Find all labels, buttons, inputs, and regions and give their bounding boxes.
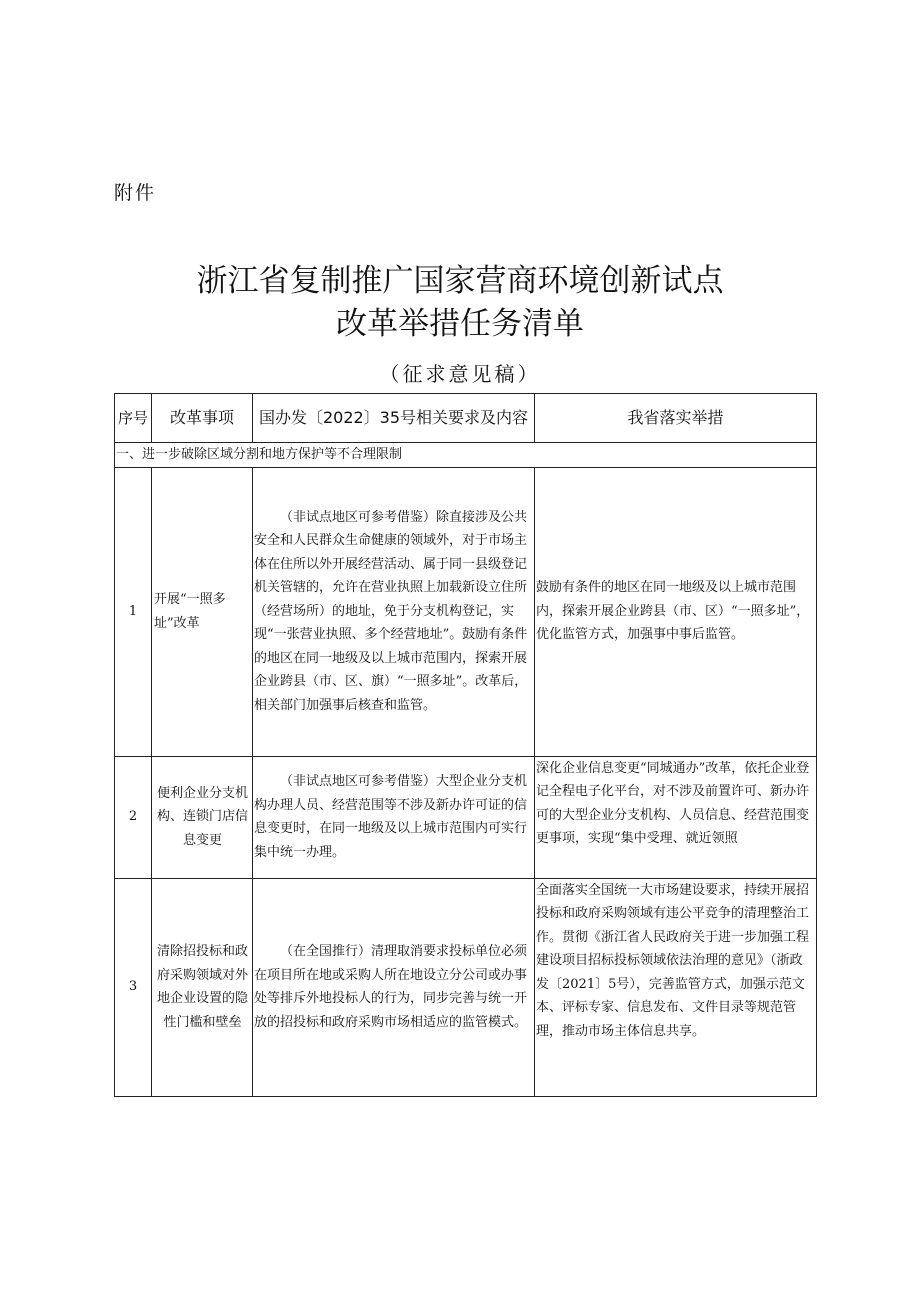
row-number: 3 <box>115 878 152 1096</box>
table-header-row <box>115 394 817 443</box>
document-title-line-1: 浙江省复制推广国家营商环境创新试点 <box>196 263 724 299</box>
header-item: 改革事项 <box>152 394 253 443</box>
row-item: 清除招投标和政府采购领域对外地企业设置的隐性门槛和壁垒 <box>152 878 253 1096</box>
document-subtitle: （征求意见稿） <box>379 362 541 386</box>
task-list-table <box>114 393 817 1097</box>
row-number: 1 <box>115 467 152 756</box>
table-row <box>115 467 817 756</box>
table-row <box>115 878 817 1096</box>
document-title-line-2: 改革举措任务清单 <box>336 306 584 342</box>
table-row <box>115 756 817 878</box>
row-requirement: （在全国推行）清理取消要求投标单位必须在项目所在地或采购人所在地设立分公司或办事处等排斥外地投标人的行为，同步完善与统一开放的招投标和政府采购市场相适应的监管模式。 <box>253 878 535 1096</box>
row-measure: 鼓励有条件的地区在同一地级及以上城市范围内，探索开展企业跨县（市、区）“一照多址”，优化监管方式，加强事中事后监管。 <box>535 467 817 756</box>
row-measure: 全面落实全国统一大市场建设要求，持续开展招投标和政府采购领域有违公平竞争的清理整治工作。贯彻《浙江省人民政府关于进一步加强工程建设项目招标投标领域依法治理的意见》（浙政发〔2021〕5号），完善监管方式，加强示范文本、评标专家、信息发布、文件目录等规范管理，推动市场主体信息共享。 <box>535 878 817 1096</box>
row-requirement: （非试点地区可参考借鉴）大型企业分支机构办理人员、经营范围等不涉及新办许可证的信息变更时，在同一地级及以上城市范围内可实行集中统一办理。 <box>253 756 535 878</box>
row-item: 便利企业分支机构、连锁门店信息变更 <box>152 756 253 878</box>
row-requirement: （非试点地区可参考借鉴）除直接涉及公共安全和人民群众生命健康的领域外，对于市场主体在住所以外开展经营活动、属于同一县级登记机关管辖的，允许在营业执照上加载新设立住所（经营场所）的地址，免于分支机构登记，实现“一张营业执照、多个经营地址”。鼓励有条件的地区在同一地级及以上城市范围内，探索开展企业跨县（市、区、旗）“一照多址”。改革后，相关部门加强事后核查和监管。 <box>253 467 535 756</box>
row-item: 开展“一照多址”改革 <box>152 467 253 756</box>
row-measure: 深化企业信息变更“同城通办”改革，依托企业登记全程电子化平台，对不涉及前置许可、新办许可的大型企业分支机构、人员信息、经营范围变更事项，实现“集中受理、就近领照 <box>535 756 817 878</box>
header-no: 序号 <box>115 394 152 443</box>
header-measure: 我省落实举措 <box>535 394 817 443</box>
attachment-label: 附件 <box>114 182 157 204</box>
header-requirement: 国办发〔2022〕35号相关要求及内容 <box>253 394 535 443</box>
section-heading: 一、进一步破除区域分割和地方保护等不合理限制 <box>115 443 817 468</box>
row-number: 2 <box>115 756 152 878</box>
section-row <box>115 443 817 468</box>
